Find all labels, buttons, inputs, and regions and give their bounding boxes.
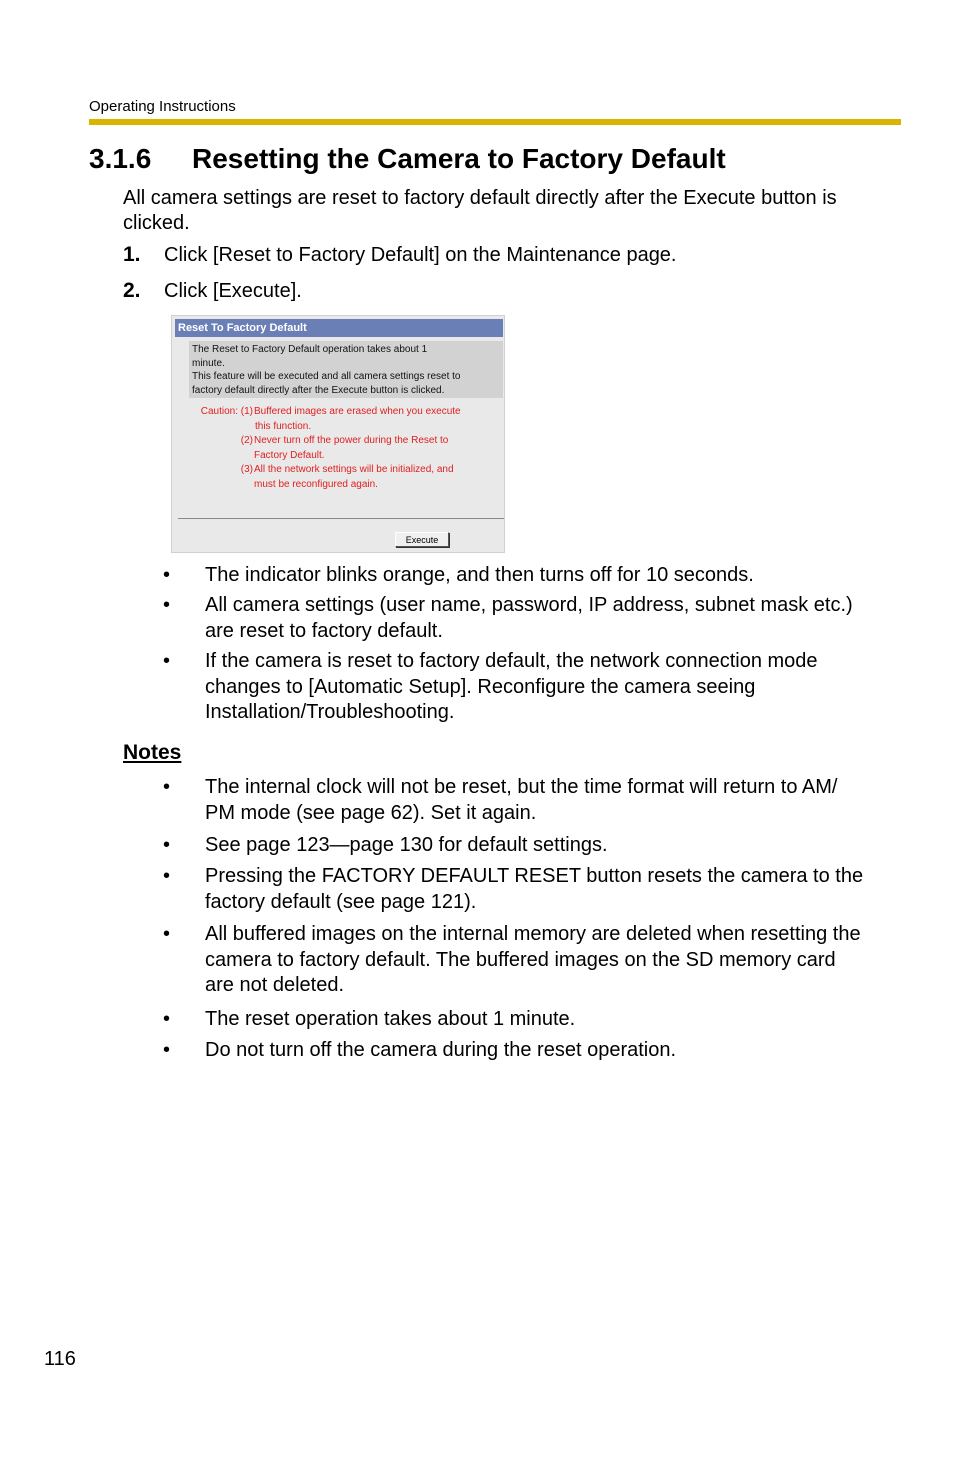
caution-index: (1) — [240, 406, 253, 417]
execute-button[interactable]: Execute — [395, 532, 449, 547]
info-line: The Reset to Factory Default operation takes about 1 — [192, 344, 428, 355]
list-item-text: See page 123—page 130 for default settings. — [205, 834, 608, 856]
bullet-dot: • — [163, 594, 171, 616]
caution-item — [193, 463, 503, 492]
intro-paragraph: All camera settings are reset to factory default directly after the Execute button is clicked. — [123, 187, 837, 234]
list-item-text: All camera settings (user name, password, IP address, subnet mask etc.) are reset to factory default. — [205, 594, 853, 642]
caution-item — [193, 405, 503, 434]
caution-item — [193, 434, 503, 463]
bullet-dot: • — [163, 923, 171, 945]
running-header: Operating Instructions — [89, 98, 236, 115]
info-line: minute. — [192, 357, 225, 369]
header-rule — [89, 119, 901, 125]
step-2 — [123, 279, 302, 303]
info-line: factory default directly after the Execute button is clicked. — [192, 384, 445, 396]
section-number: 3.1.6 — [89, 143, 152, 174]
bullet-dot: • — [163, 1008, 171, 1030]
caution-line: this function. — [255, 420, 312, 432]
notes-heading: Notes — [123, 741, 182, 764]
dialog-title-bar: Reset To Factory Default — [175, 319, 503, 337]
reset-dialog-screenshot — [171, 315, 505, 553]
list-item-text: The indicator blinks orange, and then turns off for 10 seconds. — [205, 564, 754, 586]
caution-index: (2) — [240, 435, 253, 446]
caution-label: Caution: — [200, 406, 238, 417]
caution-text — [253, 405, 494, 434]
step-1 — [123, 243, 677, 267]
caution-line: Never turn off the power during the Reset to — [254, 435, 449, 446]
caution-line: Buffered images are erased when you execute — [254, 406, 461, 417]
list-item-text: The internal clock will not be reset, but the time format will return to AM/ PM mode (see page 62). Set it again. — [205, 776, 838, 824]
section-title — [89, 143, 726, 175]
caution-line: must be reconfigured again. — [254, 478, 378, 490]
step-text: Click [Reset to Factory Default] on the Maintenance page. — [164, 244, 677, 266]
caution-index: (3) — [240, 464, 253, 475]
caution-text — [253, 434, 494, 463]
list-item-text: Do not turn off the camera during the reset operation. — [205, 1039, 677, 1061]
section-title-text: Resetting the Camera to Factory Default — [192, 143, 726, 174]
dialog-info-box — [189, 341, 503, 398]
step-number: 1. — [123, 243, 141, 266]
bullet-dot: • — [163, 776, 171, 798]
list-item-text: If the camera is reset to factory default, the network connection mode changes to [Automatic Setup]. Reconfigure the camera seeing Installation/Troubleshooting. — [205, 650, 818, 723]
caution-line: Factory Default. — [254, 449, 325, 461]
list-item-text: Pressing the FACTORY DEFAULT RESET button resets the camera to the factory default (see page 121). — [205, 865, 864, 913]
caution-block — [193, 405, 503, 492]
bullet-dot: • — [163, 865, 171, 887]
info-line: This feature will be executed and all camera settings reset to — [192, 371, 461, 382]
dialog-divider — [178, 518, 505, 519]
step-text: Click [Execute]. — [164, 280, 302, 302]
page-number: 116 — [44, 1348, 76, 1370]
caution-text — [253, 463, 494, 492]
bullet-dot: • — [163, 564, 171, 586]
bullet-dot: • — [163, 1039, 171, 1061]
list-item-text: The reset operation takes about 1 minute. — [205, 1008, 576, 1030]
step-number: 2. — [123, 279, 141, 302]
caution-line: All the network settings will be initialized, and — [254, 464, 454, 475]
list-item-text: All buffered images on the internal memory are deleted when resetting the camera to factory default. The buffered images on the SD memory card are not deleted. — [205, 923, 861, 996]
bullet-dot: • — [163, 650, 171, 672]
caution-lead — [193, 405, 253, 434]
bullet-dot: • — [163, 834, 171, 856]
